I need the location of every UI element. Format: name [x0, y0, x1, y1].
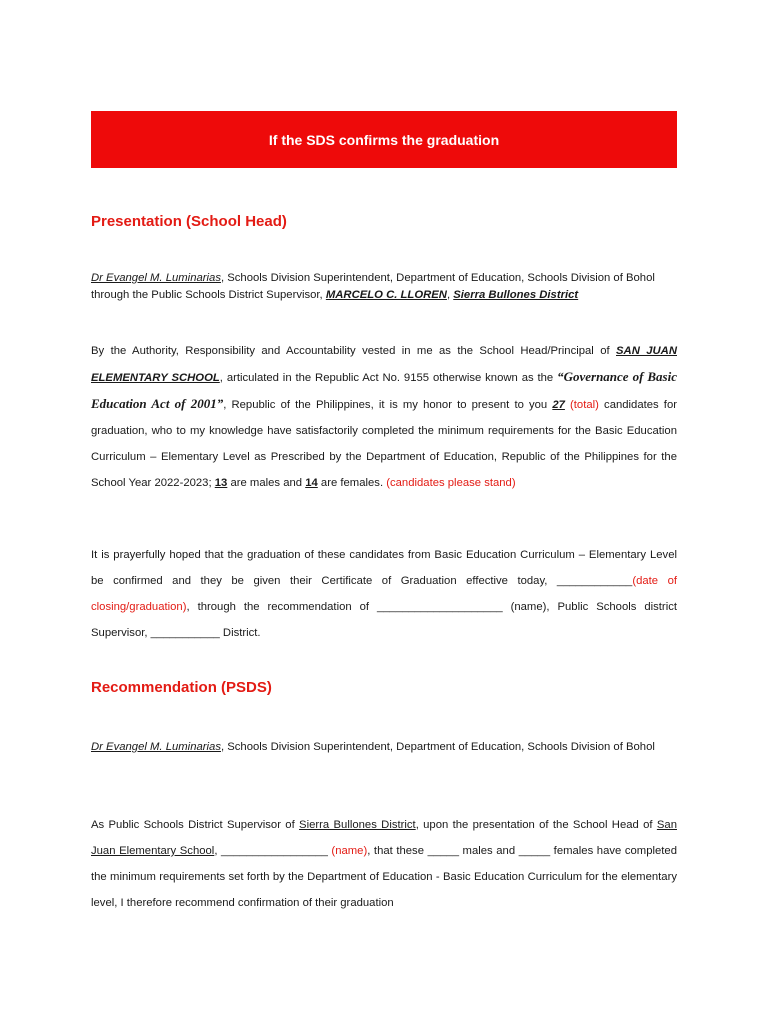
presentation-addressee: Dr Evangel M. Luminarias, Schools Division Superintendent, Department of Education, Schools Division of Bohol through the Public Schools District Supervisor, MARCELO C. LLOREN, Sierra Bullones District — [91, 272, 655, 301]
school-name: San Juan Elementary School — [91, 819, 677, 857]
name-note: (name) — [327, 845, 368, 857]
female-count: 14 — [305, 477, 318, 489]
recommendation-heading: Recommendation (PSDS) — [91, 679, 272, 696]
banner-title: If the SDS confirms the graduation — [268, 131, 500, 148]
psds-name: MARCELO C. LLOREN — [325, 289, 447, 301]
school-name: SAN JUAN ELEMENTARY SCHOOL — [91, 345, 677, 384]
presentation-paragraph-2: It is prayerfully hoped that the graduation of these candidates from Basic Education Curriculum – Elementary Level be confirmed and they be given their Certificate of Graduation effective today, ____________(date of closing/graduation), through the recommendation of ____________________ (name), Public Schools district Supervisor, ___________ District. — [91, 549, 677, 639]
addressee-name: Dr Evangel M. Luminarias — [91, 272, 221, 284]
district-blank: ___________ — [150, 627, 220, 639]
header-banner — [91, 111, 677, 168]
recommendation-paragraph-1: As Public Schools District Supervisor of Sierra Bullones District, upon the presentation of the School Head of San Juan Elementary School, _________________ (name), that these _____ males and _____ females have completed the minimum requirements set forth by the Department of Education - Basic Education Curriculum for the elementary level, I therefore recommend confirmation of their graduation — [91, 819, 678, 909]
act-title: “Governance of Basic Education Act of 2001” — [91, 369, 677, 411]
stand-note: (candidates please stand) — [386, 477, 516, 489]
females-blank: _____ — [518, 845, 551, 857]
presentation-heading: Presentation (School Head) — [91, 213, 287, 230]
district-name: Sierra Bullones District — [453, 289, 579, 301]
district-name: Sierra Bullones District — [299, 819, 416, 831]
male-count: 13 — [214, 477, 228, 489]
name-blank: ____________________ — [376, 601, 503, 613]
date-blank: ____________ — [556, 575, 633, 587]
addressee-name: Dr Evangel M. Luminarias — [91, 741, 221, 753]
total-note: (total) — [570, 399, 599, 411]
males-blank: _____ — [427, 845, 459, 857]
date-note: (date of closing/graduation) — [91, 575, 677, 613]
presentation-paragraph-1: By the Authority, Responsibility and Accountability vested in me as the School Head/Principal of SAN JUAN ELEMENTARY SCHOOL, articulated in the Republic Act No. 9155 otherwise known as the “Governance of Basic Education Act of 2001”, Republic of the Philippines, it is my honor to present to you 27 (total) candidates for graduation, who to my knowledge have satisfactorily completed the minimum requirements for the Basic Education Curriculum – Elementary Level as Prescribed by the Department of Education, Republic of the Philippines for the School Year 2022-2023; 13 are males and 14 are females. (candidates please stand) — [91, 345, 677, 489]
recommendation-addressee: Dr Evangel M. Luminarias, Schools Division Superintendent, Department of Education, Schools Division of Bohol — [91, 741, 655, 753]
name-blank: _________________ — [221, 845, 328, 857]
total-count: 27 — [552, 399, 565, 411]
